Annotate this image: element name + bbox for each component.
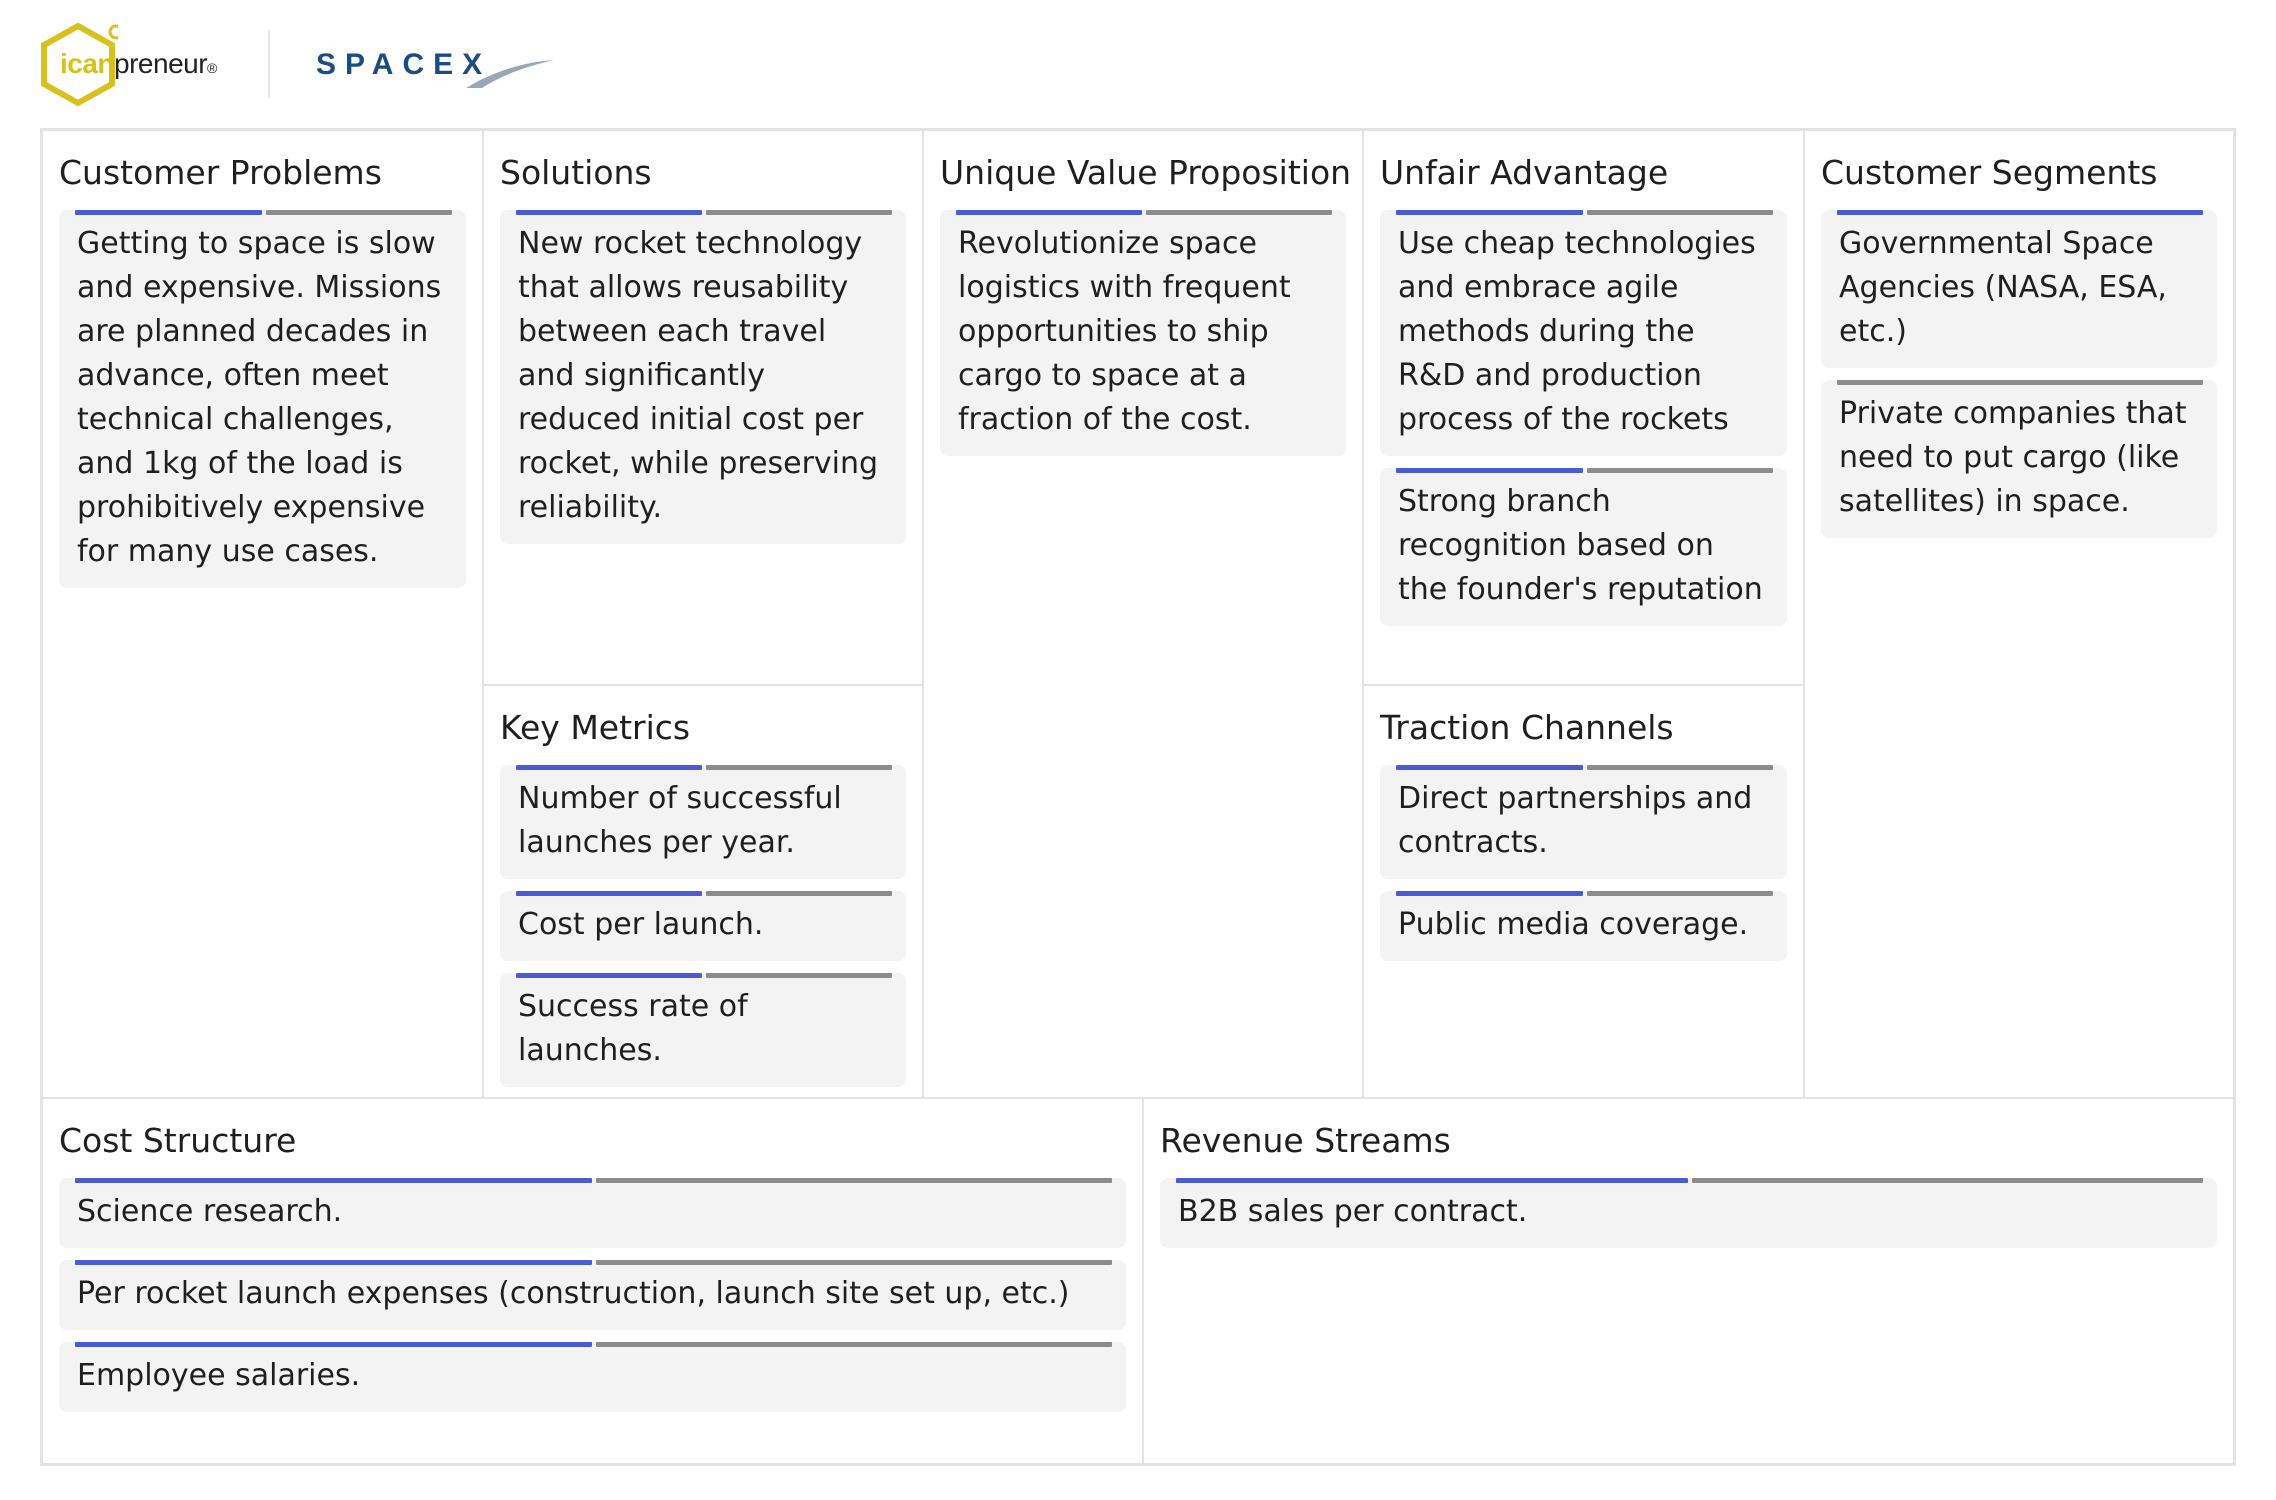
card-text: Success rate of launches. (518, 989, 748, 1068)
logo-ican-text: ican (60, 48, 115, 79)
card[interactable] (1380, 765, 1787, 879)
card-indicator (1837, 210, 2203, 215)
customer-problems-section (42, 130, 483, 1098)
card[interactable] (500, 973, 906, 1087)
cost-structure-section (42, 1098, 1143, 1464)
card[interactable] (59, 1260, 1126, 1330)
icanpreneur-wordmark (60, 48, 217, 80)
card[interactable] (59, 1342, 1126, 1412)
section-title: Unfair Advantage (1380, 153, 1669, 192)
card-text: Public media coverage. (1398, 907, 1749, 942)
unique-value-proposition-section (923, 130, 1363, 1098)
section-title: Unique Value Proposition (940, 153, 1352, 192)
card[interactable] (1380, 210, 1787, 456)
card-indicator (1176, 1178, 2203, 1183)
card[interactable] (500, 210, 906, 544)
card-text: Private companies that need to put cargo (like satellites) in space. (1839, 396, 2187, 519)
card-text: Number of successful launches per year. (518, 781, 842, 860)
customer-segments-section (1804, 130, 2234, 1098)
card[interactable] (1380, 468, 1787, 626)
section-title: Customer Problems (59, 153, 382, 192)
card[interactable] (59, 210, 466, 588)
card[interactable] (940, 210, 1346, 456)
card-text: Direct partnerships and contracts. (1398, 781, 1753, 860)
card-text: Per rocket launch expenses (construction, launch site set up, etc.) (77, 1276, 1070, 1311)
card[interactable] (1821, 210, 2217, 368)
card-indicator (956, 210, 1332, 215)
card[interactable] (1160, 1178, 2217, 1248)
lean-canvas (40, 128, 2236, 1466)
solutions-section (483, 130, 923, 685)
card-text: Strong branch recognition based on the founder's reputation (1398, 484, 1763, 607)
section-title: Solutions (500, 153, 652, 192)
card-indicator (75, 1342, 1112, 1347)
card-text: Governmental Space Agencies (NASA, ESA, etc.) (1839, 226, 2167, 349)
card-text: Employee salaries. (77, 1358, 361, 1393)
revenue-streams-section (1143, 1098, 2234, 1464)
card-text: New rocket technology that allows reusability between each travel and significantly reduced initial cost per rocket, while preserving reliability. (518, 226, 879, 525)
section-title: Customer Segments (1821, 153, 2158, 192)
key-metrics-section (483, 685, 923, 1098)
section-title: Key Metrics (500, 708, 691, 747)
spacex-wordmark: SPACEX (316, 48, 492, 81)
card-text: Revolutionize space logistics with frequent opportunities to ship cargo to space at a fraction of the cost. (958, 226, 1291, 437)
card-indicator (1396, 891, 1773, 896)
card[interactable] (500, 891, 906, 961)
section-title: Revenue Streams (1160, 1121, 1451, 1160)
card-indicator (75, 1260, 1112, 1265)
card-text: Science research. (77, 1194, 343, 1229)
card[interactable] (59, 1178, 1126, 1248)
section-title: Traction Channels (1380, 708, 1674, 747)
card-indicator (1396, 210, 1773, 215)
card[interactable] (500, 765, 906, 879)
card-indicator (75, 1178, 1112, 1183)
card-text: B2B sales per contract. (1178, 1194, 1528, 1229)
logo-preneur-text: preneur (114, 48, 208, 79)
card-indicator (75, 210, 452, 215)
spacex-logo[interactable] (316, 48, 491, 82)
card-indicator (1837, 380, 2203, 385)
card-indicator (1396, 468, 1773, 473)
card-indicator (516, 891, 892, 896)
traction-channels-section (1363, 685, 1804, 1098)
header (38, 20, 598, 110)
card-indicator (1396, 765, 1773, 770)
icanpreneur-logo[interactable] (38, 20, 217, 110)
header-divider (268, 30, 270, 98)
card-text: Getting to space is slow and expensive. Missions are planned decades in advance, often meet technical challenges, and 1kg of the load is prohibitively expensive for many use cases. (77, 226, 442, 569)
card-indicator (516, 210, 892, 215)
card[interactable] (1821, 380, 2217, 538)
card-text: Use cheap technologies and embrace agile methods during the R&D and production process of the rockets (1398, 226, 1756, 437)
card-text: Cost per launch. (518, 907, 764, 942)
card-indicator (516, 973, 892, 978)
card-indicator (516, 765, 892, 770)
logo-registered-mark: ® (207, 60, 217, 76)
section-title: Cost Structure (59, 1121, 297, 1160)
card[interactable] (1380, 891, 1787, 961)
unfair-advantage-section (1363, 130, 1804, 685)
